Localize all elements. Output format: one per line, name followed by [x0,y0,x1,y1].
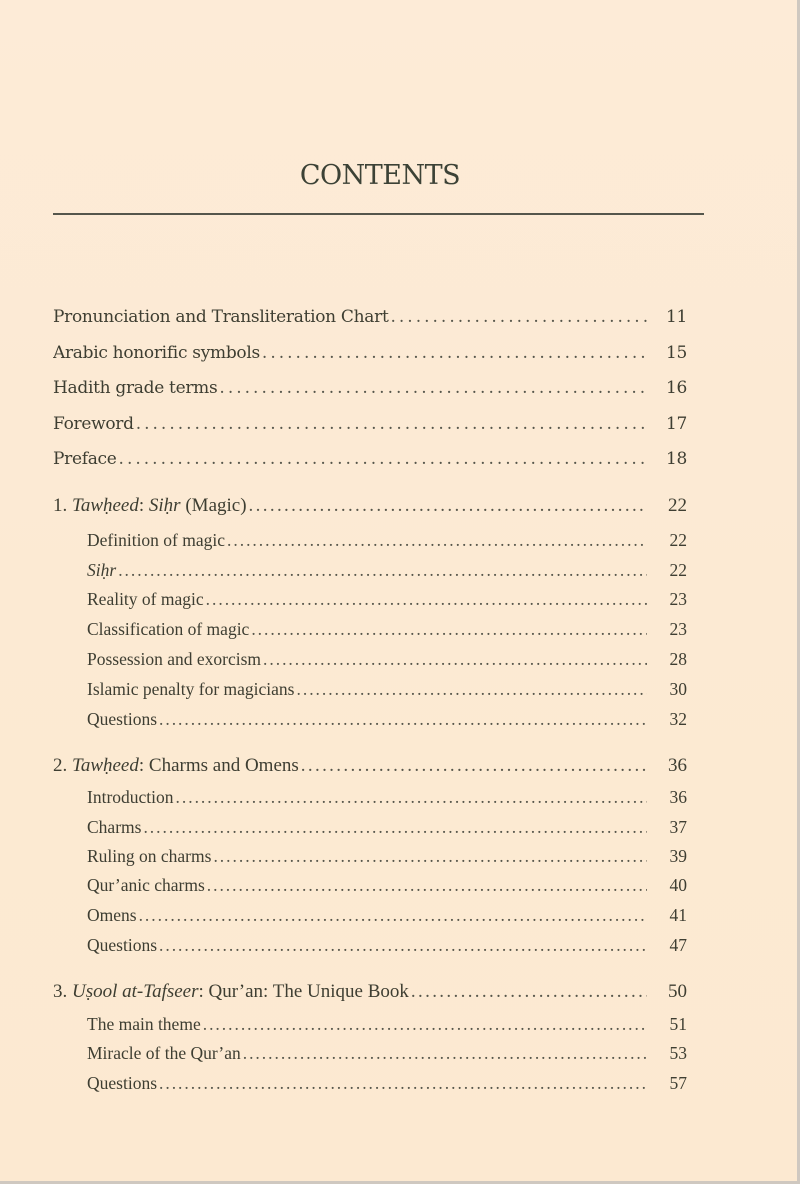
toc-entry-label: Qur’anic charms [87,875,205,895]
toc-page-number: 15 [665,343,687,363]
chapter-title [53,755,299,777]
toc-entry-label: Definition of magic [87,530,226,550]
dot-leader [136,414,647,434]
toc-entry-hadith-grade-terms[interactable] [53,378,687,398]
toc-section-miracle-of-quran[interactable] [87,1043,687,1064]
toc-entry-label: Preface [53,449,117,469]
page-title: CONTENTS [299,160,461,191]
chapter-topic: Uṣool at-Tafseer [72,981,199,1002]
toc-page-number: 28 [669,649,687,669]
toc-page-number: 22 [668,495,687,516]
dot-leader [243,1043,647,1064]
toc-entry-honorific-symbols[interactable] [53,343,687,363]
toc-section-quranic-charms[interactable] [87,875,687,896]
toc-entry-label: Possession and exorcism [87,649,262,669]
toc-page-number: 51 [669,1014,687,1034]
chapter-subject: (Magic) [180,495,247,516]
toc-section-charms[interactable] [87,817,687,838]
dot-leader [411,981,647,1003]
toc-page-number: 32 [669,709,687,729]
chapter-topic: Tawḥeed [72,755,139,776]
toc-section-classification-of-magic[interactable] [87,619,687,640]
toc-entry-label [87,560,116,581]
toc-section-sihr[interactable] [87,560,687,581]
toc-entry-label: Introduction [87,787,174,807]
toc-entry-label: Hadith grade terms [53,378,218,398]
toc-page-number: 18 [665,449,687,469]
dot-leader [251,619,647,640]
toc-page-number: 50 [668,981,687,1002]
toc-chapter-2[interactable] [53,755,687,777]
dot-leader [176,787,647,808]
toc-section-omens[interactable] [87,905,687,926]
dot-leader [143,817,647,838]
toc-page-number: 36 [669,787,687,807]
toc-entry-label: The main theme [87,1014,201,1034]
toc-page-number: 47 [669,935,687,955]
toc-page-number: 39 [669,846,687,866]
dot-leader [249,495,647,517]
toc-entry-foreword[interactable] [53,414,687,434]
dot-leader [159,1073,647,1094]
chapter-number: 2. [53,755,68,776]
toc-section-definition-of-magic[interactable] [87,530,687,551]
toc-entry-label: Pronunciation and Transliteration Chart [53,307,389,327]
dot-leader [297,679,648,700]
toc-page-number: 40 [669,875,687,895]
toc-page-number: 17 [665,414,687,434]
toc-entry-pronunciation-chart[interactable] [53,307,687,327]
dot-leader [139,905,647,926]
toc-entry-label: Omens [87,905,137,925]
toc-section-islamic-penalty[interactable] [87,679,687,700]
dot-leader [219,378,647,398]
dot-leader [159,935,647,956]
toc-section-possession-and-exorcism[interactable] [87,649,687,670]
toc-chapter-1[interactable] [53,495,687,517]
dot-leader [262,343,647,363]
dot-leader [119,449,647,469]
toc-entry-label: Arabic honorific symbols [53,343,260,363]
toc-entry-label: Questions [87,709,157,729]
toc-page-number: 30 [669,679,687,699]
dot-leader [203,1014,647,1035]
toc-section-questions-ch1[interactable] [87,709,687,730]
toc-page-number: 53 [669,1043,687,1063]
chapter-number: 3. [53,981,68,1002]
chapter-title [53,495,247,517]
toc-page-number: 16 [665,378,687,398]
toc-section-reality-of-magic[interactable] [87,589,687,610]
toc-entry-label: Charms [87,817,142,837]
dot-leader [118,560,647,581]
toc-entry-label: Islamic penalty for magicians [87,679,295,699]
toc-entry-label: Foreword [53,414,134,434]
title-rule-divider [53,213,704,215]
chapter-separator: : [138,495,149,516]
toc-page-number: 23 [669,619,687,639]
toc-entry-label: Questions [87,1073,157,1093]
toc-entry-label: Questions [87,935,157,955]
dot-leader [263,649,647,670]
toc-entry-preface[interactable] [53,449,687,469]
toc-page-number: 36 [668,755,687,776]
toc-page-number: 22 [669,530,687,550]
dot-leader [213,846,647,867]
toc-entry-label: Classification of magic [87,619,250,639]
chapter-subject: : Qur’an: The Unique Book [198,981,409,1002]
toc-chapter-3[interactable] [53,981,687,1003]
toc-entry-label: Miracle of the Qur’an [87,1043,241,1063]
chapter-subject: : Charms and Omens [138,755,299,776]
toc-section-questions-ch3[interactable] [87,1073,687,1094]
dot-leader [227,530,647,551]
dot-leader [159,709,647,730]
toc-page-number: 11 [665,307,687,327]
chapter-topic: Tawḥeed [72,495,139,516]
toc-entry-label: Reality of magic [87,589,204,609]
dot-leader [301,755,647,777]
chapter-subject-italic: Siḥr [148,495,181,516]
chapter-title [53,981,409,1003]
toc-page-number: 57 [669,1073,687,1093]
toc-section-questions-ch2[interactable] [87,935,687,956]
chapter-number: 1. [53,495,68,516]
dot-leader [207,875,647,896]
toc-page-number: 22 [669,560,687,580]
toc-page-number: 41 [669,905,687,925]
toc-section-main-theme[interactable] [87,1014,687,1035]
toc-section-introduction[interactable] [87,787,687,808]
toc-entry-label-italic: Siḥr [87,560,117,580]
toc-page-number: 23 [669,589,687,609]
toc-entry-label: Ruling on charms [87,846,212,866]
dot-leader [206,589,647,610]
toc-page-number: 37 [669,817,687,837]
dot-leader [390,307,647,327]
toc-section-ruling-on-charms[interactable] [87,846,687,867]
